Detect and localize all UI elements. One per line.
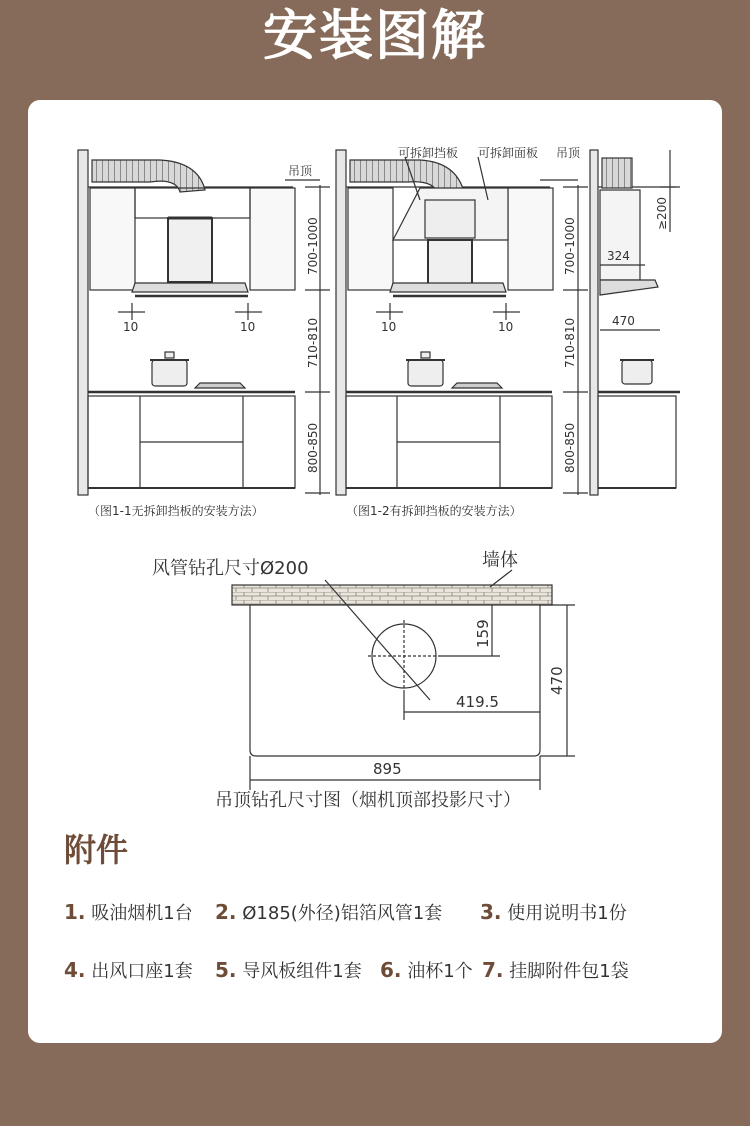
removable-panel-label: 可拆卸面板 [478,146,539,160]
dim-800-850-b: 800-850 [563,422,577,473]
dim-700-1000: 700-1000 [306,217,320,275]
dim-10-a: 10 [123,320,139,334]
accessory-item: 7. 挂脚附件包1袋 [482,958,629,982]
ceiling-plan-caption: 吊顶钻孔尺寸图（烟机顶部投影尺寸） [215,790,521,811]
caption-fig-1-1: （图1-1无拆卸挡板的安装方法） [88,504,264,518]
figure-1-2 [336,150,588,495]
accessory-item: 1. 吸油烟机1台 [64,900,193,924]
dim-800-850: 800-850 [306,422,320,473]
ceiling-plan [232,570,575,790]
duct-hole-label: 风管钻孔尺寸Ø200 [152,558,309,579]
accessory-item: 5. 导风板组件1套 [215,958,362,982]
accessories-title: 附件 [64,831,129,869]
dim-710-810-b: 710-810 [563,317,577,368]
dim-710-810: 710-810 [306,317,320,368]
figure-1-1 [78,150,330,495]
dim-10-c: 10 [381,320,397,334]
accessory-item: 4. 出风口座1套 [64,958,193,982]
dim-ge200: ≥200 [655,197,669,230]
page-title: 安装图解 [263,4,487,67]
accessory-item: 3. 使用说明书1份 [480,900,627,924]
dim-895: 895 [373,760,402,778]
dim-470-side: 470 [612,314,635,328]
dim-159: 159 [474,619,492,648]
accessory-item: 6. 油杯1个 [380,958,473,982]
caption-fig-1-2: （图1-2有拆卸挡板的安装方法） [346,504,522,518]
removable-baffle-label: 可拆卸挡板 [398,146,459,160]
dim-419-5: 419.5 [456,693,499,711]
accessory-item: 2. Ø185(外径)铝箔风管1套 [215,900,443,924]
ceiling-label-2: 吊顶 [556,146,581,160]
dim-10-d: 10 [498,320,514,334]
dim-470: 470 [548,666,566,695]
dim-10-b: 10 [240,320,256,334]
wall-label: 墙体 [482,550,518,571]
dim-324: 324 [607,249,630,263]
dim-700-1000-b: 700-1000 [563,217,577,275]
ceiling-label: 吊顶 [288,164,313,178]
